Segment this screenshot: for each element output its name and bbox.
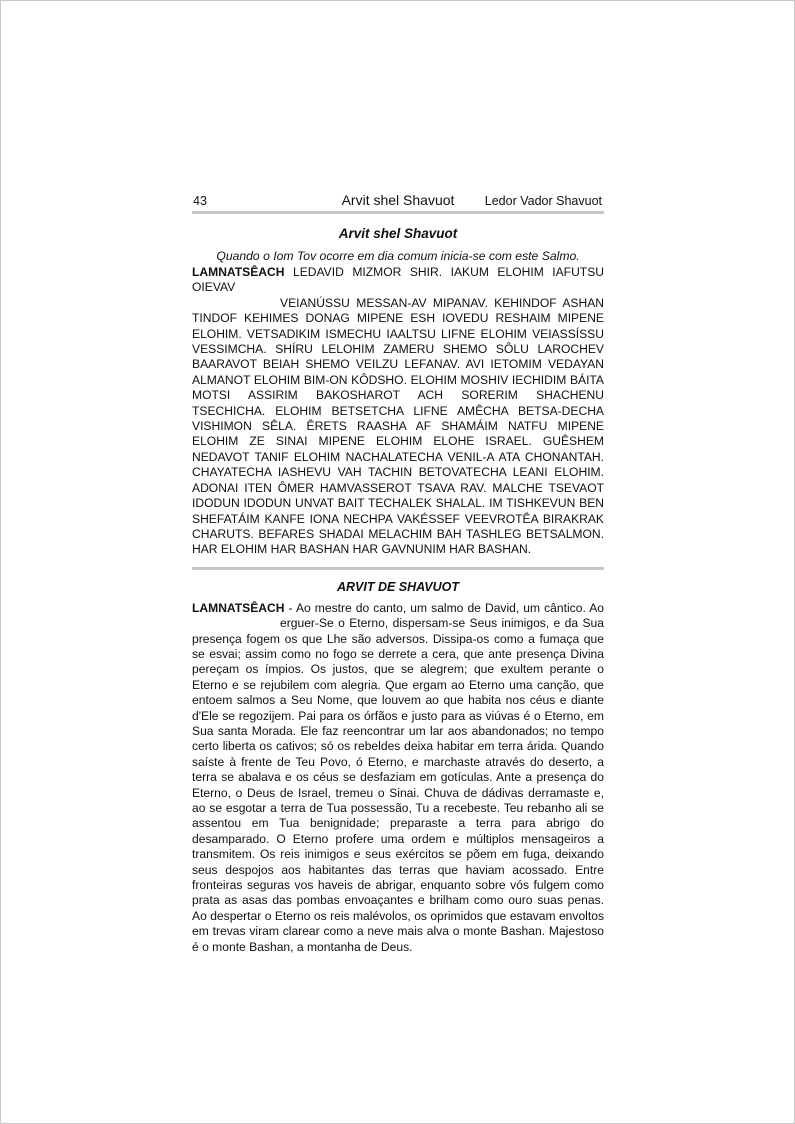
book-title: Ledor Vador Shavuot xyxy=(484,194,602,208)
translation-text xyxy=(192,601,604,955)
running-header xyxy=(192,191,604,214)
translation-first-line xyxy=(192,601,604,616)
transliteration-first-line xyxy=(192,265,604,296)
transliteration-first-line-rest: LEDAVID MIZMOR SHIR. IAKUM ELOHIM IAFUTSU OIEVAV xyxy=(192,265,604,295)
translation-first-line-rest: - Ao mestre do canto, um salmo de David, um cântico. Ao xyxy=(284,600,604,615)
translation-first-word: LAMNATSÊACH xyxy=(192,600,285,615)
transliteration-text xyxy=(192,265,604,558)
translation-body: erguer-Se o Eterno, dispersam-se Seus inimigos, e da Sua presença fogem os que Lhe são adversos. Dissipa-os como a fumaça que se esvai; assim como no fogo se derrete a cera, que ante presença Divina pereçam os ímpios. Os justos, que se alegrem; que exultem perante o Eterno e se rejubilem com alegria. Que ergam ao Eterno uma canção, que entoem salmos a Seu Nome, que louvem ao que habita nos céus e diante d'Ele se regozijem. Pai para os órfãos e justo para as viúvas é o Eterno, em Sua santa Morada. Ele faz reencontrar um lar aos abandonados; no tempo certo liberta os cativos; só os rebeldes deixa habitar em terra árida. Quando saíste à frente de Teu Povo, ó Eterno, e marchaste através do deserto, a terra se abalava e os céus se desfaziam em gotículas. Ante a presença do Eterno, o Deus de Israel, tremeu o Sinai. Chuva de dádivas derramaste e, ao se esgotar a terra de Tua possessão, Tu a recebeste. Teu rebanho ali se assentou em Tua benignidade; preparaste a terra para abrigo do desamparado. O Eterno profere uma ordem e múltiplos mensageiros a transmitem. Os reis inimigos e seus exércitos se põem em fuga, deixando seus despojos aos habitantes das terras que haviam acossado. Entre fronteiras seguras vos haveis de abrigar, enquanto sobre vós fulgem como prata as asas das pombas envoaçantes e brilham como ouro suas penas. Ao despertar o Eterno os reis malévolos, os oprimidos que estavam envoltos em trevas viram clarear como a neve mais alva o monte Bashan. Majestoso é o monte Bashan, a montanha de Deus. xyxy=(192,616,604,954)
transliteration-body: VEIANÚSSU MESSAN-AV MIPANAV. KEHINDOF ASHAN TINDOF KEHIMES DONAG MIPENE ESH IOVEDU RESHAIM MIPENE ELOHIM. VETSADIKIM ISMECHU IAALTSU LIFNE ELOHIM VEIASSÍSSU VESSIMCHA. SHÍRU LELOHIM ZAMERU SHEMO SÔLU LAROCHEV BAARAVOT BEIAH SHEMO VEILZU LEFANAV. AVI IETOMIM VEDAYAN ALMANOT ELOHIM BIM-ON KÔDSHO. ELOHIM MOSHIV IECHIDIM BÁITA MOTSI ASSIRIM BAKOSHAROT ACH SORERIM SHACHENU TSECHICHA. ELOHIM BETSETCHA LIFNE AMÊCHA BETSA-DECHA VISHIMON SÊLA. ÊRETS RAASHA AF SHAMÁIM NATFU MIPENE ELOHIM ZE SINAI MIPENE ELOHIM ELOHE ISRAEL. GUÊSHEM NEDAVOT TANIF ELOHIM NACHALATECHA VENIL-A ATA CHONANTAH. CHAYATECHA IASHEVU VAH TACHIN BETOVATECHA LEANI ELOHIM. ADONAI ITEN ÔMER HAMVASSEROT TSAVA RAV. MALCHE TSEVAOT IDODUN IDODUN UNVAT BAIT TECHALEK SHALAL. IM TISHKEVUN BEN SHEFATÁIM KANFE IONA NECHPA VAKÉSSEF VEEVROTÊA BIRAKRAK CHARUTS. BEFARES SHADAI MELACHIM BAH TASHLEG BETSALMON. HAR ELOHIM HAR BASHAN HAR GAVNUNIM HAR BASHAN. xyxy=(192,295,604,557)
section-title-translation: ARVIT DE SHAVUOT xyxy=(337,579,459,594)
section-title-transliteration: Arvit shel Shavuot xyxy=(338,226,458,241)
section-divider xyxy=(192,567,604,570)
header-title: Arvit shel Shavuot xyxy=(341,192,455,208)
page-number: 43 xyxy=(193,194,207,208)
page-content xyxy=(192,191,604,955)
intro-instruction: Quando o Iom Tov ocorre em dia comum inicia-se com este Salmo. xyxy=(216,249,580,263)
transliteration-first-word: LAMNATSÊACH xyxy=(192,265,285,279)
